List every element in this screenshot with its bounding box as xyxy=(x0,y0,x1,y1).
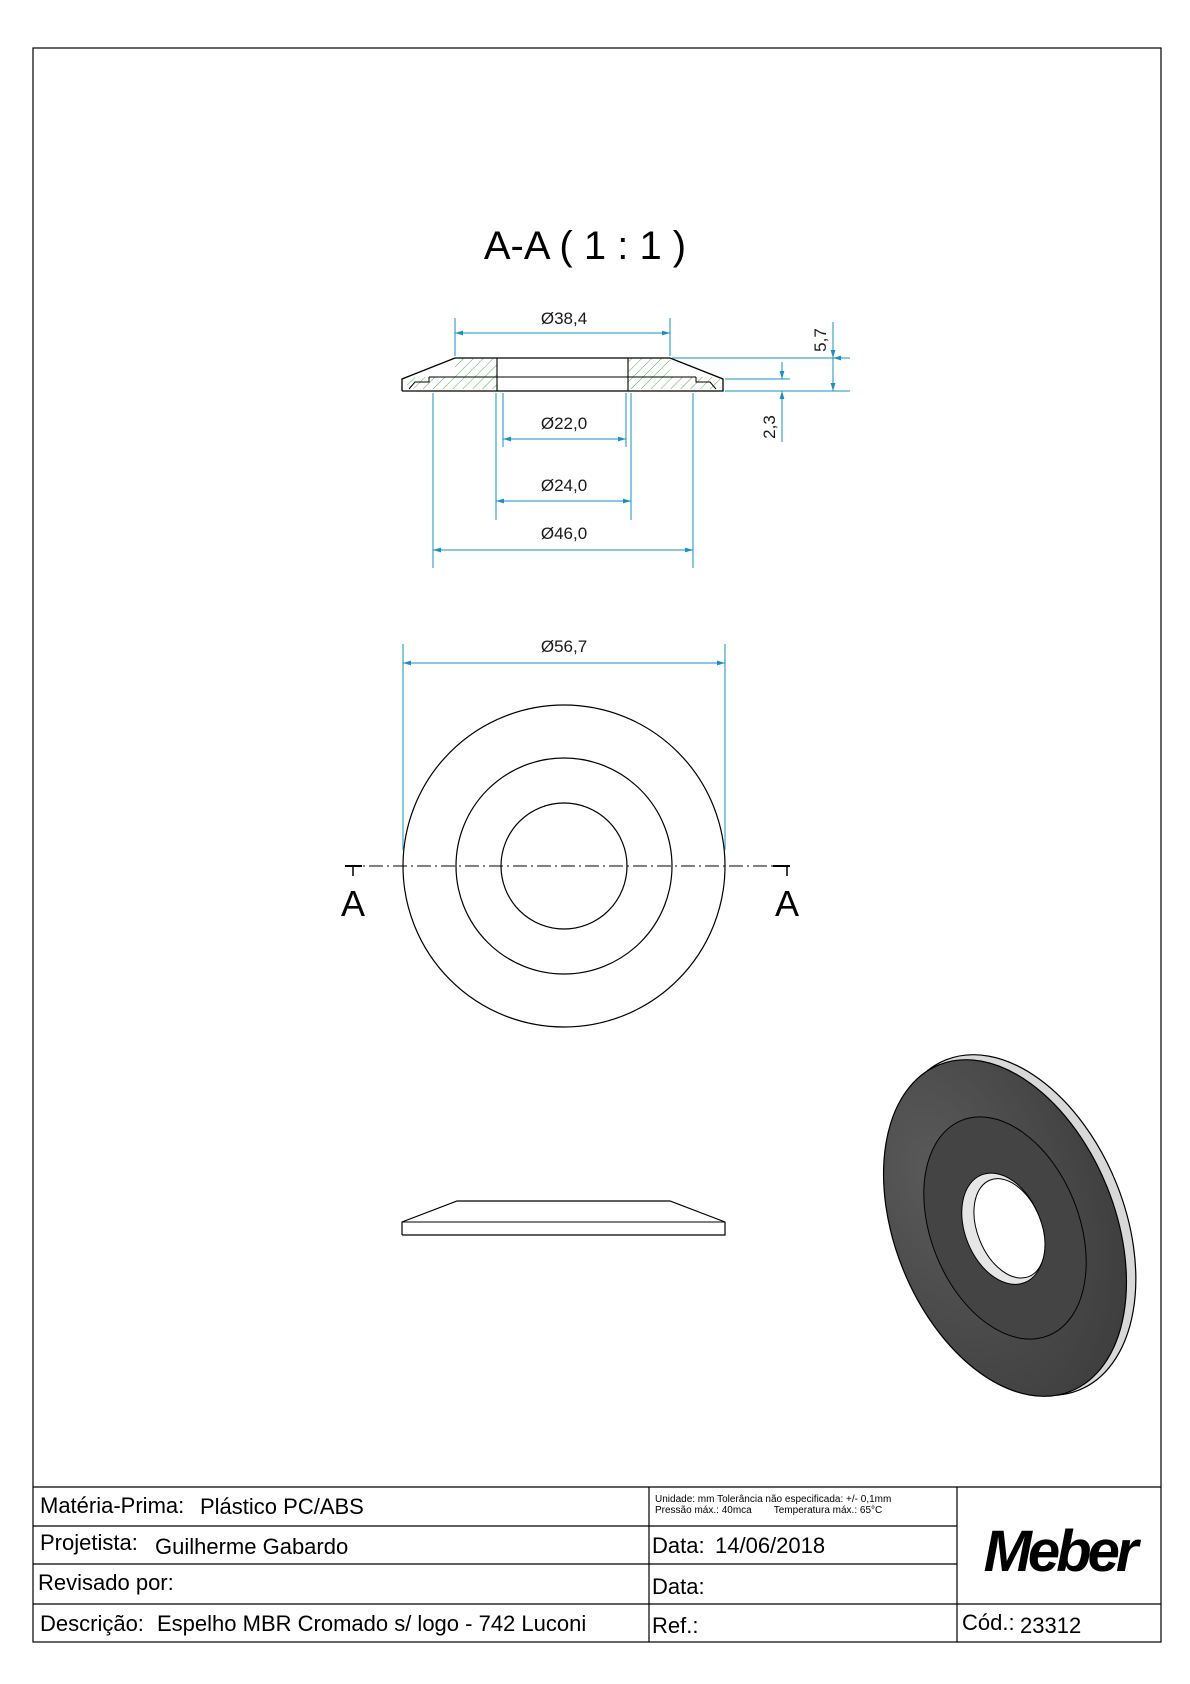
sheet-border xyxy=(33,48,1161,1642)
ref-label: Ref.: xyxy=(652,1613,699,1638)
designer-value: Guilherme Gabardo xyxy=(155,1534,349,1559)
isometric-view xyxy=(836,1018,1183,1434)
designer-label: Projetista: xyxy=(40,1530,138,1555)
description-label: Descrição: xyxy=(40,1611,144,1636)
side-view xyxy=(402,1201,725,1235)
section-view xyxy=(402,358,723,391)
date-value: 14/06/2018 xyxy=(715,1533,826,1558)
section-line xyxy=(345,866,790,876)
front-view-dimension xyxy=(403,644,725,850)
code-value: 23312 xyxy=(1020,1613,1082,1638)
dim-d38: Ø38,4 xyxy=(540,309,588,328)
date2-label: Data: xyxy=(652,1574,705,1599)
dim-d567: Ø56,7 xyxy=(540,637,588,656)
dim-h23: 2,3 xyxy=(760,415,779,439)
company-logo: Meber xyxy=(983,1519,1135,1584)
section-hatch-right xyxy=(628,358,720,389)
material-value: Plástico PC/ABS xyxy=(200,1494,364,1519)
dim-d24: Ø24,0 xyxy=(540,476,588,495)
description-value: Espelho MBR Cromado s/ logo - 742 Luconi xyxy=(157,1611,587,1636)
notes-line-2: Pressão máx.: 40mca Temperatura máx.: 65°C xyxy=(655,1505,883,1516)
section-title: A-A ( 1 : 1 ) xyxy=(483,224,687,268)
section-marker-left: A xyxy=(340,883,366,924)
section-dimensions xyxy=(433,318,850,568)
dim-d46: Ø46,0 xyxy=(540,524,588,543)
code-label: Cód.: xyxy=(962,1610,1015,1635)
section-marker-right: A xyxy=(774,883,800,924)
material-label: Matéria-Prima: xyxy=(40,1493,185,1518)
date-label: Data: xyxy=(652,1533,705,1558)
notes-line-1: Unidade: mm Tolerância não especificada: +/- 0,1mm xyxy=(655,1494,892,1505)
dim-d22: Ø22,0 xyxy=(540,414,588,433)
reviewed-label: Revisado por: xyxy=(38,1570,174,1595)
dim-h57: 5,7 xyxy=(811,328,830,352)
section-hatch-left xyxy=(407,358,497,389)
